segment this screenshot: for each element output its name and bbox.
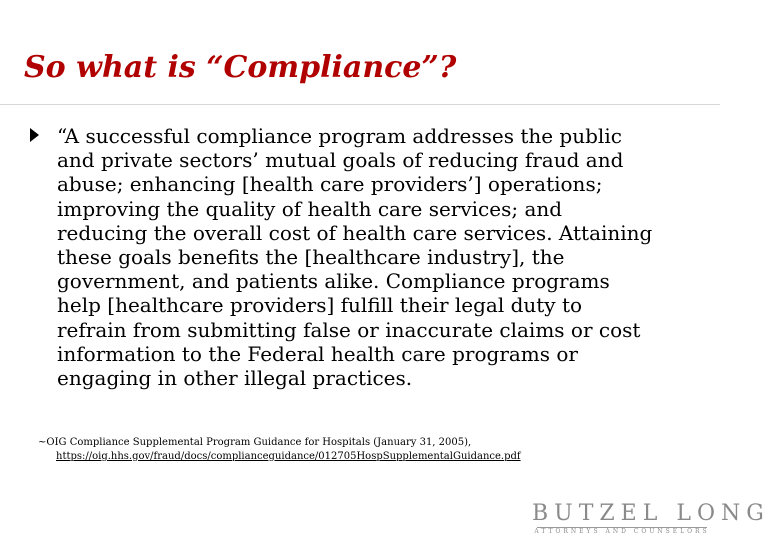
logo-name: BUTZEL LONG [532,501,770,526]
quote-line: abuse; enhancing [health care providers’] operations; [57,172,603,197]
citation-link[interactable]: https://oig.hhs.gov/fraud/docs/complianceguidance/012705HospSupplementalGuidance.pdf [56,451,521,462]
quote-line: reducing the overall cost of health care services. Attaining [57,220,653,245]
quote-line: refrain from submitting false or inaccurate claims or cost [57,317,641,342]
slide-title: So what is “Compliance”? [24,50,457,85]
quote-line: and private sectors’ mutual goals of reducing fraud and [57,148,624,173]
quote-line: improving the quality of health care services; and [57,196,563,221]
quote-line: information to the Federal health care programs or [57,341,578,366]
butzel-long-logo [532,501,770,536]
quote-line: government, and patients alike. Compliance programs [57,269,610,294]
title-divider [0,104,720,105]
quote-line: engaging in other illegal practices. [57,366,413,391]
quote-line: these goals benefits the [healthcare industry], the [57,245,565,270]
source-citation [38,436,521,464]
citation-text: ~OIG Compliance Supplemental Program Guidance for Hospitals (January 31, 2005), [38,437,472,448]
quote-line: “A successful compliance program addresses the public [57,124,622,148]
triangle-right-icon [30,128,39,142]
logo-tagline: ATTORNEYS AND COUNSELORS [534,528,710,535]
quote-line: help [healthcare providers] fulfill their legal duty to [57,293,583,318]
quote-text [57,124,652,390]
